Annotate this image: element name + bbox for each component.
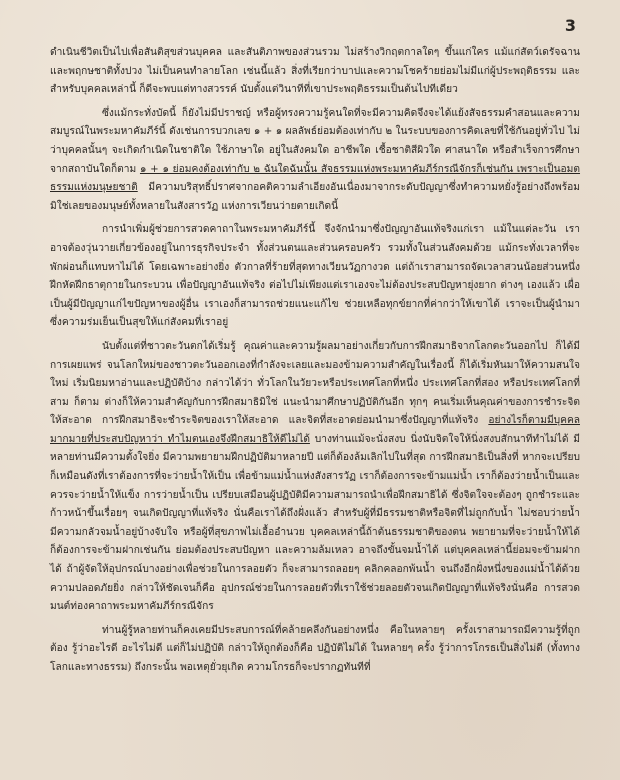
paragraph-2 (50, 105, 580, 217)
paragraph-5: ท่านผู้รู้หลายท่านก็คงเคยมีประสบการณ์ที่คล้ายคลึงกันอย่างหนึ่ง คือในหลายๆ ครั้งเราสามารถมีความรู้ที่ถูกต้อง รู้ว่าอะไรดี อะไรไม่ดี แต่ก็ไม่ปฏิบัติ กล่าวให้ถูกต้องก็คือ ปฏิบัติไม่ได้ ในหลายๆ ครั้ง รู้ว่าการโกรธเป็นสิ่งไม่ดี (ทั้งทางโลกและทางธรรม) ถึงกระนั้น พอเหตุยั่วยุเกิด ความโกรธก็จะปรากฏทันทีที่ (50, 624, 580, 673)
paragraph-4-underlined-segment: อย่างไรก็ตามมีบุคคลมากมายที่ประสบปัญหาว่า ทำไมตนเองจึงฝึกสมาธิให้ดีไม่ได้ (50, 415, 580, 445)
paragraph-3: การนำเพิ่มผู้ช่วยการสวดคาถาในพระมหาคัมภีร์นี้ จึงจักนำมาซึ่งปัญญาอันแท้จริงแก่เรา แม้ในแต่ละวัน เราอาจต้องวุ่นวายเกี่ยวข้องอยู่ในการธุรกิจประจำ ทั้งส่วนตนและส่วนครอบครัว รวมทั้งในส่วนสังคมด้วย แม้กระทั่งเวลาที่จะพักผ่อนก็แทบหาไม่ได้ โดยเฉพาะอย่างยิ่ง ตัวกาลที่ร้ายที่สุดทางเวียนวัฏกางวด แต่ถ้าเราสามารถจัดเวลาสวนน้อยส่วนหนึ่ง ฝึกหัดฝึกธาตุกายในกระบวน เพื่อปัญญาอันแท้จริง ต่อไปไม่เพียงแต่เราเองจะไม่ต้องประสบปัญหายุ่งยาก ต่างๆ เองแล้ว เผื่อเป็นผู้มีปัญญาแก่ไขปัญหาของผู้อื่น เราเองก็สามารถช่วยแนะแก้ไข ช่วยเหลือทุกข์ยากที่ค่ากว่าให้เขาได้ เราจะเป็นผู้นำมาซึ่งความร่มเย็นเป็นสุขให้แก่สังคมที่เราอยู่ (50, 224, 580, 329)
body-text (50, 44, 580, 678)
paragraph-4-segment: บางท่านแม้จะนั่งสงบ นิ่งนับจิตใจให้นิ่งสงบสักนาทีทำไม่ได้ มีหลายท่านมีความตั้งใจยิ่ง มีความพยายามฝึกปฏิบัติมาหลายปี แต่ก็ต้องล้มเลิกไปในที่สุด การฝึกสมาธิเป็นสิ่งที่ หากจะเปรียบก็เหมือนดังที่เราต้องการที่จะว่ายน้ำให้เป็น เพื่อข้ามแม่น้ำแห่งสังสารวัฏ เราก็ต้องการจะข้ามแม่น้ำ เราก็ต้องว่ายน้ำเป็นและควรจะว่ายน้ำให้แข็ง การว่ายน้ำเป็น เปรียบเสมือนผู้ปฏิบัติมีความสามารถนำเพื่อฝึกสมาธิได้ ซึ่งจิตใจจะต้องๆ ถูกชำระและก้าวหน้าขึ้นเรื่อยๆ จนเกิดปัญญาที่แท้จริง นั่นคือเราได้ถึงฝั่งแล้ว สำหรับผู้ที่มีธรรมชาติหรือจิตที่ไม่ถูกกับน้ำ ไม่ชอบว่ายน้ำ มีความกลัวจมน้ำอยู่บ้างจับใจ หรือผู้ที่สุขภาพไม่เอื้ออำนวย บุคคลเหล่านี้ถ้าต้นธรรมชาติของตน พยายามที่จะว่ายน้ำให้ได้ ก็ต้องการจะข้ามฝากเช่นกัน ย่อมต้องประสบปัญหา และความล้มเหลว อาจถึงขั้นจมน้ำได้ แต่บุคคลเหล่านี้ย่อมจะข้ามฝากได้ ถ้าผู้จัดให้อุปกรณ์บางอย่างเพื่อช่วยในการลอยตัว ก็จะสามารถลอยๆ คลิกคลอกพ้นน้ำ จนถึงอีกฝั่งหนึ่งของแม่น้ำได้ด้วยความปลอดภัยยิ่ง กล่าวให้ชัดเจนก็คือ อุปกรณ์ช่วยในการลอยตัวที่เราใช้ช่วยลอยตัวจนเกิดปัญญาที่แท้จริงนั่นคือ การสวดมนต์ท่องคาถาพระมหาคัมภีร์กรณีจักร (50, 433, 580, 613)
paragraph-4 (50, 338, 580, 617)
paragraph-1: ดำเนินชีวิตเป็นไปเพื่อสันติสุขส่วนบุคคล และสันติภาพของส่วนรวม ไม่สร้างวิกฤตกาลใดๆ ขึ้นแก่ใคร แม้แก่สัตว์เดรัจฉาน และพฤกษชาติทั้งปวง ไม่เป็นคนทำลายโลก เช่นนี้แล้ว สิ่งที่เรียกว่าบาปและความโชคร้ายย่อมไม่มีแก่ผู้ประพฤติธรรม และสำหรับบุคคลเหล่านี้ ก็ดีจะพบแต่ทางสวรรค์ นับตั้งแต่วินาทีที่เขาประพฤติธรรมเป็นต้นไปทีเดียว (50, 47, 580, 96)
paragraph-2-underlined-segment: ๑ + ๑ ย่อมคงต้องเท่ากับ ๒ ฉันใดฉันนั้น สัจธรรมแห่งพระมหาคัมภีร์กรณีจักรก็เช่นกัน เพราะเป็นอมตธรรมแห่งมนุษยชาติ (50, 163, 581, 194)
page-number: 3 (564, 16, 576, 35)
paragraph-2-segment: มีความบริสุทธิ์ปราศจากอคติความลำเอียงอันเนื่องมาจากระดับปัญญาซึ่งทำความหยั่งรู้อย่างถึงพร้อมมิใช่เลยของมนุษย์ทั้งหลายในสังสารวัฏ แห่งการเวียนว่ายตายเกิดนี้ (50, 182, 580, 212)
paragraph-4-segment: นับตั้งแต่ที่ชาวตะวันตกได้เริ่มรู้ คุณค่าและความรู้ผลมาอย่างเกี่ยวกับการฝึกสมาธิจากโลกตะวันออกไป ก็ได้มีการเผยแพร่ จนโลกใหม่ของชาวตะวันออกเองที่กำลังจะเลยและมองข้ามความสำคัญในเรื่องนี้ ก็ได้เริ่มหันมาให้ความสนใจใหม่ เริ่มนิยมหาอ่านและปฏิบัติบ้าง กล่าวได้ว่า ทั่วโลกในวัยวะหรือประเทศโลกที่หนึ่ง ประเทศโลกที่สอง หรือประเทศโลกที่สาม ก็ตาม ต่างก็ให้ความสำคัญกับการฝึกสมาธิมิใช่ แนะนำมาศึกษาปฏิบัติกันอีก ทุกๆ คนเริ่มเห็นคุณค่าของการชำระจิตให้สะอาด การฝึกสมาธิจะชำระจิตของเราให้สะอาด และจิตที่สะอาดย่อมนำมาซึ่งปัญญาที่แท้จริง (50, 340, 580, 427)
paragraph-2-segment: ซึ่งแม้กระทั่งบัดนี้ ก็ยังไม่มีปราชญ์ หรือผู้ทรงความรู้คนใดที่จะมีความคิดจึงจะได้แย้งสัจธรรมคำสอนและความสมบูรณ์ในพระมหาคัมภีร์นี้ ดังเช่นการบวกเลข ๑ + ๑ ผลลัพธ์ย่อมต้องเท่ากับ ๒ ในระบบของการคิดเลขที่ใช้กันอยู่ทั่วไป ไม่ว่าบุคคลนั้นๆ จะเกิดกำเนิดในชาติใด ใช้ภาษาใด อยู่ในสังคมใด อาชีพใด เชื้อชาติสีผิวใด ศาสนาใด หรือสำเร็จการศึกษาจากสถาบันใดก็ตาม (50, 107, 580, 175)
